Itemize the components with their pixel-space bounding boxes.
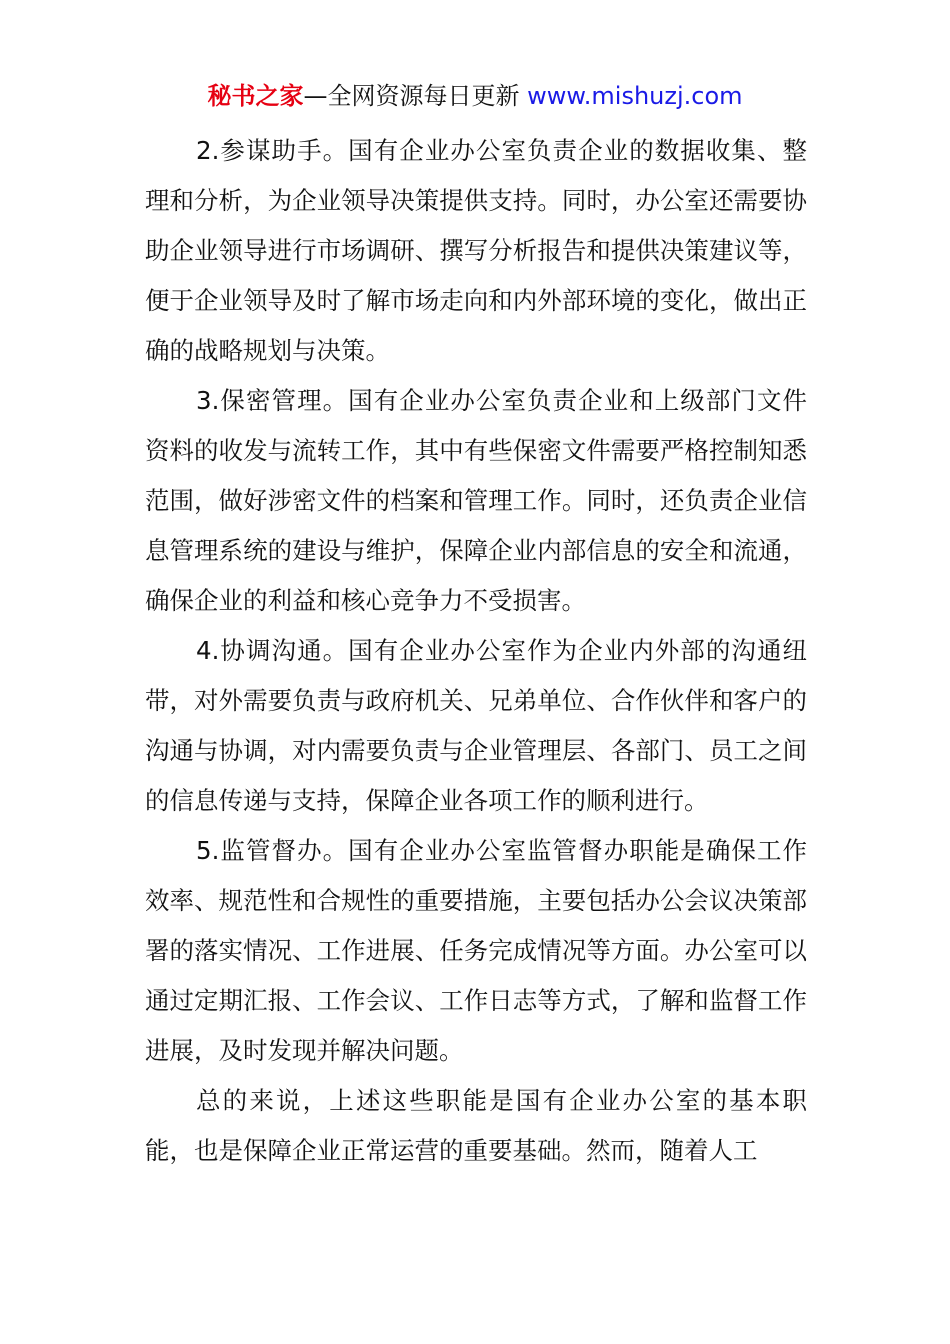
site-header	[0, 80, 950, 112]
site-brand: 秘书之家	[207, 82, 304, 110]
paragraph-supervision: 5.监管督办。国有企业办公室监管督办职能是确保工作效率、规范性和合规性的重要措施，主要包括办公会议决策部署的落实情况、工作进展、任务完成情况等方面。办公室可以通过定期汇报、工作会议、工作日志等方式，了解和监督工作进展，及时发现并解决问题。	[145, 836, 807, 1065]
site-url-link[interactable]: www.mishuzj.com	[527, 82, 743, 110]
paragraph-coordination: 4.协调沟通。国有企业办公室作为企业内外部的沟通纽带，对外需要负责与政府机关、兄弟单位、合作伙伴和客户的沟通与协调，对内需要负责与企业管理层、各部门、员工之间的信息传递与支持，保障企业各项工作的顺利进行。	[145, 636, 807, 815]
paragraph-confidentiality: 3.保密管理。国有企业办公室负责企业和上级部门文件资料的收发与流转工作，其中有些保密文件需要严格控制知悉范围，做好涉密文件的档案和管理工作。同时，还负责企业信息管理系统的建设与维护，保障企业内部信息的安全和流通，确保企业的利益和核心竞争力不受损害。	[145, 386, 807, 615]
document-body	[145, 126, 807, 1176]
paragraph-summary: 总的来说，上述这些职能是国有企业办公室的基本职能，也是保障企业正常运营的重要基础。然而，随着人工	[145, 1086, 807, 1165]
site-tagline: —全网资源每日更新	[303, 82, 528, 110]
paragraph-advisor: 2.参谋助手。国有企业办公室负责企业的数据收集、整理和分析，为企业领导决策提供支持。同时，办公室还需要协助企业领导进行市场调研、撰写分析报告和提供决策建议等，便于企业领导及时了解市场走向和内外部环境的变化，做出正确的战略规划与决策。	[145, 136, 807, 365]
